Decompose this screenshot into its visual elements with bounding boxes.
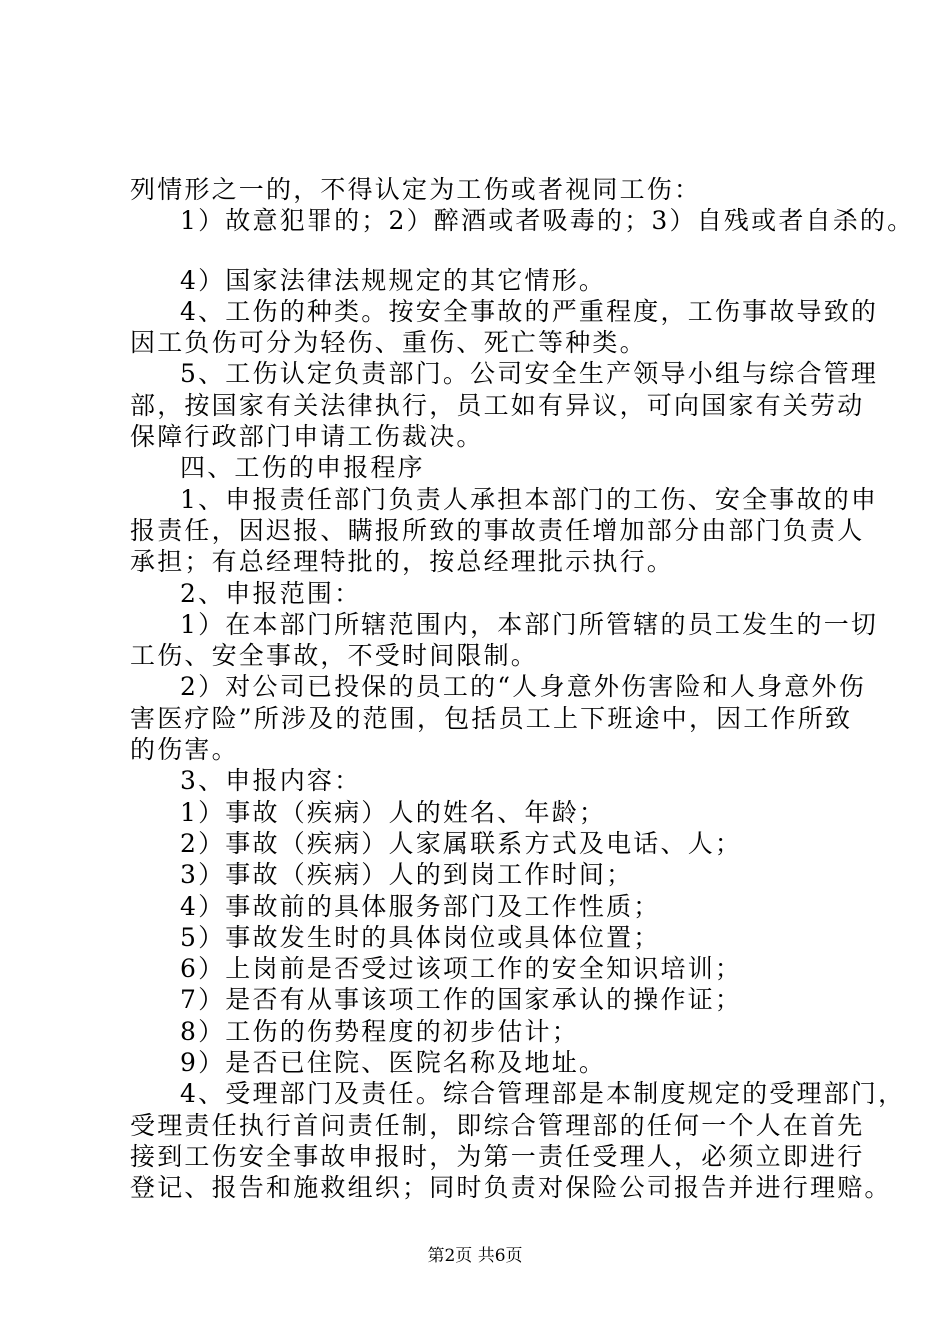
- text-line: 1、申报责任部门负责人承担本部门的工伤、安全事故的申: [180, 484, 879, 514]
- list-item: 9）是否已住院、医院名称及地址。: [180, 1048, 607, 1078]
- page-number-footer: 第2页 共6页: [427, 1246, 523, 1266]
- list-item: 8）工伤的伤势程度的初步估计；: [180, 1016, 579, 1046]
- text-line: 接到工伤安全事故申报时，为第一责任受理人，必须立即进行: [130, 1141, 865, 1171]
- text-line: 工伤、安全事故，不受时间限制。: [130, 641, 539, 671]
- list-item: 1）事故（疾病）人的姓名、年龄；: [180, 797, 607, 827]
- text-line: 受理责任执行首问责任制，即综合管理部的任何一个人在首先: [130, 1110, 865, 1140]
- text-line: 4）国家法律法规规定的其它情形。: [180, 265, 607, 295]
- list-item: 2）事故（疾病）人家属联系方式及电话、人；: [180, 828, 743, 858]
- text-line: 4、工伤的种类。按安全事故的严重程度，工伤事故导致的: [180, 296, 879, 326]
- text-line: 3、申报内容：: [180, 766, 362, 796]
- list-item: 6）上岗前是否受过该项工作的安全知识培训；: [180, 954, 743, 984]
- text-line: 登记、报告和施救组织；同时负责对保险公司报告并进行理赔。: [130, 1173, 892, 1203]
- text-line: 2）对公司已投保的员工的“人身意外伤害险和人身意外伤: [180, 672, 866, 702]
- text-line: 2、申报范围：: [180, 578, 362, 608]
- text-line: 列情形之一的，不得认定为工伤或者视同工伤：: [130, 175, 702, 204]
- text-line: 报责任，因迟报、瞒报所致的事故责任增加部分由部门负责人: [130, 515, 865, 545]
- list-item: 5）事故发生时的具体岗位或具体位置；: [180, 922, 661, 952]
- list-item: 7）是否有从事该项工作的国家承认的操作证；: [180, 985, 743, 1015]
- text-line: 保障行政部门申请工伤裁决。: [130, 422, 484, 452]
- list-item: 4）事故前的具体服务部门及工作性质；: [180, 891, 661, 921]
- text-line: 部，按国家有关法律执行，员工如有异议，可向国家有关劳动: [130, 390, 865, 420]
- text-line: 1）故意犯罪的；2）醉酒或者吸毒的；3）自残或者自杀的。: [180, 206, 915, 236]
- text-line: 5、工伤认定负责部门。公司安全生产领导小组与综合管理: [180, 359, 879, 389]
- text-line: 承担；有总经理特批的，按总经理批示执行。: [130, 547, 675, 577]
- section-heading: 四、工伤的申报程序: [180, 453, 425, 483]
- list-item: 3）事故（疾病）人的到岗工作时间；: [180, 860, 634, 890]
- text-line: 4、受理部门及责任。综合管理部是本制度规定的受理部门，: [180, 1079, 906, 1109]
- document-body: [130, 174, 915, 1204]
- text-line: 的伤害。: [130, 735, 239, 765]
- paragraph-gap: [130, 237, 850, 265]
- text-line: 因工负伤可分为轻伤、重伤、死亡等种类。: [130, 328, 647, 358]
- text-line: 害医疗险”所涉及的范围，包括员工上下班途中，因工作所致: [130, 703, 853, 733]
- text-line: 1）在本部门所辖范围内，本部门所管辖的员工发生的一切: [180, 609, 879, 639]
